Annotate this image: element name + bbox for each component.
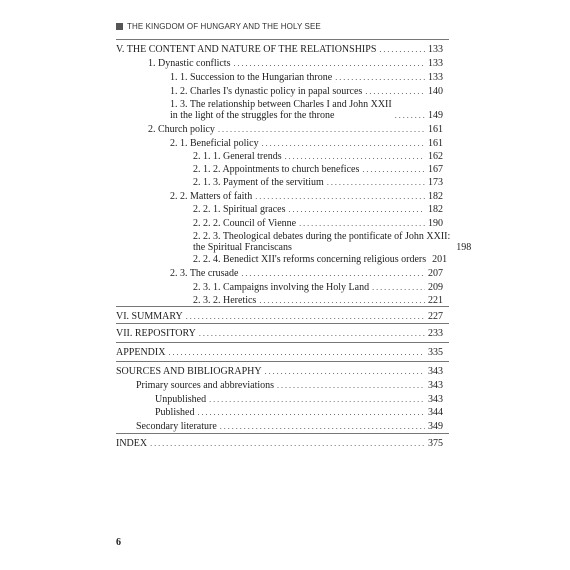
divider [116,361,449,362]
dot-leader [262,138,425,150]
toc-entry [148,58,443,70]
toc-entry-title-line: 1. 3. The relationship between Charles I and John XXII [170,98,392,110]
toc-entry-page: 182 [428,191,443,202]
toc-entry [116,347,443,359]
toc-entry-page: 201 [432,254,448,265]
toc-entry [116,366,443,378]
toc-entry [193,282,443,294]
toc-entry-page: 190 [428,218,443,229]
toc-entry-title-line: Published [155,407,195,418]
toc-entry-title [193,177,324,189]
toc-entry-page: 133 [428,72,443,83]
toc-entry [155,407,443,419]
dot-leader [150,438,425,450]
dot-leader [209,394,425,406]
toc-entry-title [170,99,392,122]
toc-entry [170,86,443,98]
toc-entry-title-line: 2. 2. 3. Theological debates during the pontificate of John XXII: [193,230,451,242]
dot-leader [362,164,425,176]
toc-entry-title [155,407,194,419]
toc-entry-page: 227 [428,311,443,322]
toc-entry [116,44,443,56]
toc-entry-title-line: 1. 2. Charles I's dynastic policy in papal sources [170,86,363,97]
toc-entry-title-line: 2. 1. 1. General trends [193,151,282,162]
toc-entry-page: 149 [428,110,443,121]
toc-entry-title [116,438,147,450]
divider [116,433,449,434]
toc-entry [193,254,448,266]
toc-entry [155,394,443,406]
dot-leader [241,268,425,280]
toc-entry-page: 140 [428,86,443,97]
toc-entry-title-line: 2. 3. 1. Campaigns involving the Holy Land [193,282,370,293]
toc-entry [170,72,443,84]
toc-entry-title-line: APPENDIX [116,347,166,358]
dot-leader [199,328,425,340]
dot-leader [265,366,425,378]
dot-leader [299,218,425,230]
toc-entry-title-line: Primary sources and abbreviations [136,380,275,391]
toc-entry-title [170,191,252,203]
toc-entry-title [148,124,215,136]
toc-entry-page: 207 [428,268,443,279]
toc-entry-title [116,366,262,378]
dot-leader [277,380,425,392]
toc-entry-page: 167 [428,164,443,175]
toc-entry-title [136,380,274,392]
toc-entry-title-line: V. THE CONTENT AND NATURE OF THE RELATIONSHIPS [116,44,377,55]
toc-entry-title [170,72,332,84]
toc-entry-title-line: 2. 3. 2. Heretics [193,295,257,306]
dot-leader [220,421,425,433]
toc-entry-page: 173 [428,177,443,188]
toc-entry-page: 349 [428,421,443,432]
toc-entry [193,295,443,307]
toc-entry-title-line: Unpublished [155,394,207,405]
toc-entry-page: 161 [428,124,443,135]
dot-leader [288,204,425,216]
toc-entry [136,421,443,433]
toc-entry-page: 343 [428,366,443,377]
dot-leader [168,347,425,359]
dot-leader [285,151,425,163]
toc-entry-title [116,44,376,56]
toc-entry-title [193,204,285,216]
dot-leader [335,72,425,84]
toc-entry-title [193,282,369,294]
running-head-text: THE KINGDOM OF HUNGARY AND THE HOLY SEE [127,22,321,31]
dot-leader [327,177,425,189]
toc-entry-title-line: the Spiritual Franciscans [193,242,292,253]
toc-entry-title-line: 2. 1. 2. Appointments to church benefices [193,164,360,175]
dot-leader [259,295,425,307]
dot-leader [255,191,425,203]
toc-entry-title [170,86,362,98]
toc-entry-page: 233 [428,328,443,339]
toc-entry-page: 133 [428,58,443,69]
divider [116,323,449,324]
toc-entry-title [193,218,296,230]
dot-leader [218,124,425,136]
toc-entry-page: 161 [428,138,443,149]
toc-entry-title [193,295,256,307]
toc-entry-page: 133 [428,44,443,55]
toc-entry-title-line: 2. 3. The crusade [170,268,239,279]
toc-entry [136,380,443,392]
toc-entry [193,218,443,230]
toc-entry [116,311,443,323]
dot-leader [197,407,425,419]
toc-entry-title-line: VII. REPOSITORY [116,328,196,339]
toc-entry-title [136,421,217,433]
toc-entry-title-line: VI. SUMMARY [116,311,183,322]
dot-leader [379,44,425,56]
toc-entry-page: 343 [428,380,443,391]
toc-entry-page: 221 [428,295,443,306]
toc-entry-page: 209 [428,282,443,293]
toc-entry-title-line: 2. 2. Matters of faith [170,191,253,202]
toc-entry-page: 335 [428,347,443,358]
toc-entry [170,99,443,122]
toc-entry-title-line: 2. 1. Beneficial policy [170,138,259,149]
toc-entry-page: 182 [428,204,443,215]
divider [116,306,449,307]
toc-entry-page: 162 [428,151,443,162]
toc-entry-title-line: Secondary literature [136,421,217,432]
toc-entry-title [170,138,259,150]
toc-entry-title-line: INDEX [116,438,148,449]
toc-entry [193,204,443,216]
dot-leader [395,110,425,122]
toc-entry [116,438,443,450]
toc-entry-page: 343 [428,394,443,405]
toc-entry-title-line: in the light of the struggles for the throne [170,110,335,121]
toc-entry-title [193,231,450,254]
toc-entry-page: 344 [428,407,443,418]
toc-entry-title [193,151,282,163]
toc-entry-title [193,254,426,266]
toc-entry [116,328,443,340]
toc-entry-title [155,394,206,406]
toc-entry [193,230,472,254]
toc-entry [193,151,443,163]
page-number: 6 [116,537,121,548]
toc-entry-title-line: 2. 2. 2. Council of Vienne [193,218,297,229]
toc-entry [193,164,443,176]
toc-entry-title [116,311,183,323]
dot-leader [365,86,425,98]
divider [116,342,449,343]
toc-entry-title-line: 2. 1. 3. Payment of the servitium [193,177,324,188]
toc-entry-page: 198 [456,242,472,253]
toc-entry [170,191,443,203]
dot-leader [233,58,425,70]
toc-entry-title [193,164,359,176]
toc-entry-page: 375 [428,438,443,449]
toc-entry [170,268,443,280]
toc-entry [148,124,443,136]
toc-entry-title [116,347,165,359]
toc-entry-title [116,328,196,340]
toc-entry-title-line: 2. 2. 4. Benedict XII's reforms concerning religious orders [193,254,427,265]
toc-entry-title-line: 1. 1. Succession to the Hungarian throne [170,72,333,83]
toc-entry-title-line: SOURCES AND BIBLIOGRAPHY [116,366,262,377]
toc-entry [193,177,443,189]
dot-leader [186,311,425,323]
toc-entry-title-line: 1. Dynastic conflicts [148,58,231,69]
toc-entry-title-line: 2. Church policy [148,124,215,135]
dot-leader [372,282,425,294]
toc-entry-title-line: 2. 2. 1. Spiritual graces [193,204,286,215]
toc-entry-title [148,58,230,70]
toc-entry-title [170,268,238,280]
toc-entry [170,138,443,150]
